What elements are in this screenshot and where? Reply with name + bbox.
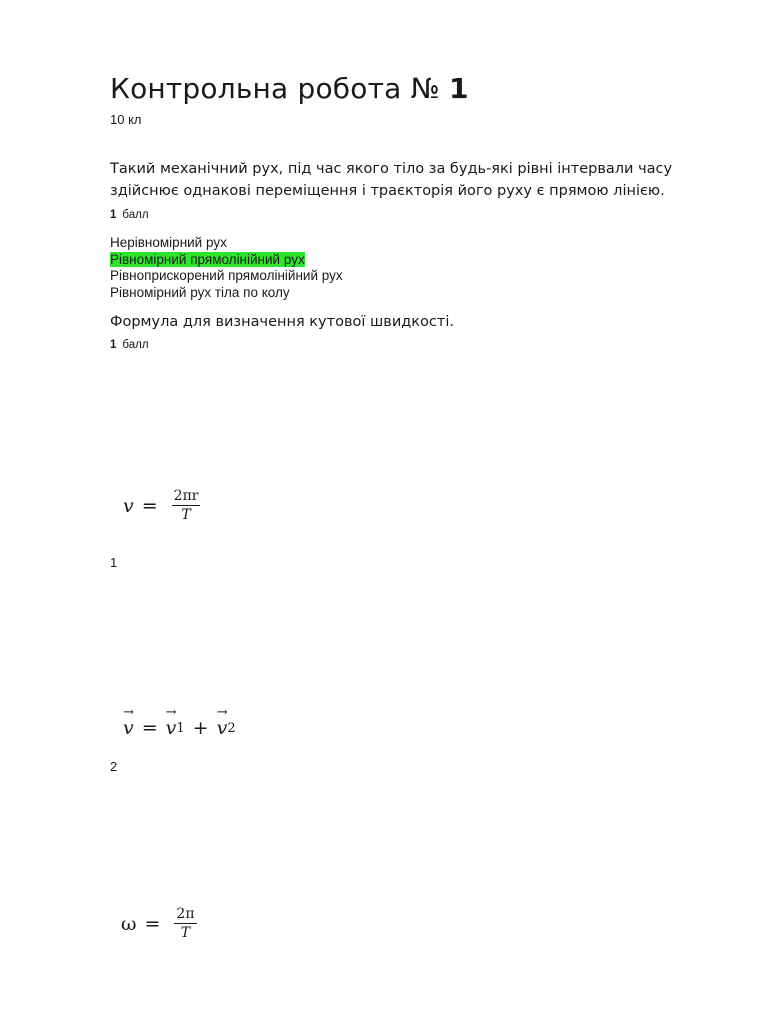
- formula-equals: =: [141, 494, 158, 517]
- answer-option-highlighted[interactable]: [110, 252, 343, 269]
- answer-option-label: Рівномірний прямолінійний рух: [110, 251, 305, 267]
- points-label: балл: [122, 339, 149, 351]
- formula-option-2[interactable]: [123, 717, 236, 739]
- points-label: балл: [122, 209, 149, 221]
- answer-option[interactable]: [110, 235, 343, 252]
- question-2-points: [110, 339, 149, 351]
- subscript-2: 2: [227, 720, 236, 736]
- question-1-text: Такий механічний рух, під час якого тіло за будь-які рівні інтервали часу здійснює однакові переміщення і траєкторія його руху є прямою лінією.: [110, 161, 673, 199]
- fraction-numerator: 2πr: [173, 488, 199, 504]
- formula-option-1-label: 1: [110, 555, 118, 570]
- question-1-points: [110, 209, 149, 221]
- formula-plus: +: [192, 717, 209, 739]
- answer-option[interactable]: [110, 268, 343, 285]
- formula-fraction: [172, 488, 201, 523]
- formula-option-3[interactable]: [121, 906, 197, 941]
- formula-lhs: ω: [121, 912, 137, 935]
- formula-equals: =: [144, 912, 161, 935]
- fraction-denominator: T: [180, 925, 191, 941]
- answer-option-label: Рівноприскорений прямолінійний рух: [110, 268, 343, 283]
- points-value: 1: [110, 209, 117, 221]
- points-value: 1: [110, 339, 117, 351]
- question-2-text: Формула для визначення кутової швидкості.: [110, 314, 454, 330]
- question-1-options: [110, 235, 343, 301]
- answer-option-label: Нерівномірний рух: [110, 235, 227, 250]
- vector-v: → v: [123, 717, 134, 739]
- formula-lhs: v: [123, 494, 134, 517]
- formula-option-2-label: 2: [110, 759, 118, 774]
- fraction-numerator: 2π: [176, 906, 195, 922]
- formula-option-1[interactable]: [123, 488, 200, 523]
- formula-fraction: [174, 906, 196, 941]
- subscript-1: 1: [176, 720, 185, 736]
- fraction-denominator: T: [181, 507, 191, 523]
- title-number: 1: [449, 72, 469, 105]
- formula-equals: =: [141, 717, 158, 739]
- vector-v2: → v: [217, 717, 228, 739]
- answer-option[interactable]: [110, 285, 343, 302]
- vector-v1: → v: [166, 717, 177, 739]
- answer-option-label: Рівномірний рух тіла по колу: [110, 284, 290, 300]
- title-text: Контрольна робота №: [110, 72, 449, 105]
- page-title: [110, 72, 469, 105]
- class-subtitle: 10 кл: [110, 112, 142, 127]
